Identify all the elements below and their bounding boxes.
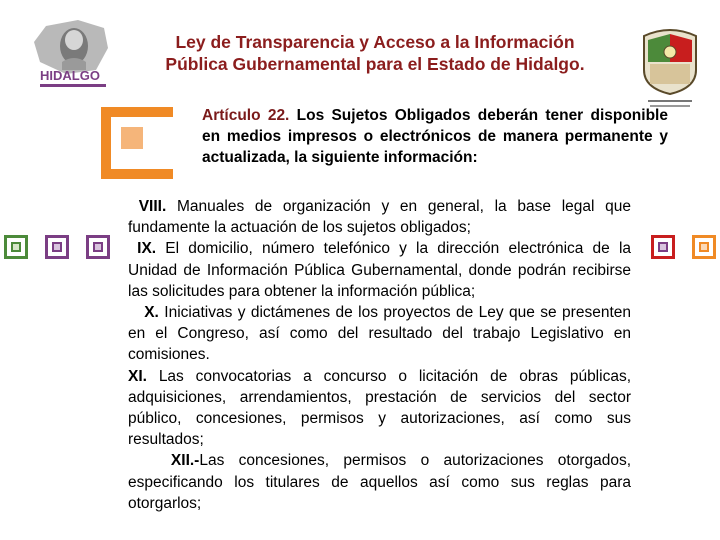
list-item — [128, 196, 631, 238]
red-square-decoration — [651, 235, 675, 259]
item-number: VIII. — [138, 198, 167, 215]
list-item — [128, 238, 631, 302]
fraction-list — [128, 196, 631, 514]
green-square-decoration — [4, 235, 28, 259]
orange-small-square-decoration — [692, 235, 716, 259]
item-number: XII.- — [170, 452, 200, 470]
item-number: X. — [144, 304, 159, 322]
item-text: Las concesiones, permisos o autorizaciones otorgados, especificando los titulares de aquellos así como sus reglas para otorgarlos; — [128, 452, 632, 512]
hidalgo-logo — [26, 18, 122, 98]
purple-square-decoration — [45, 235, 69, 259]
item-number: XI. — [128, 367, 147, 385]
item-text: Iniciativas y dictámenes de los proyectos de Ley que se presenten en el Congreso, así como del resultado del trabajo Legislativo en comisiones. — [128, 304, 631, 364]
article-intro-text: Los Sujetos Obligados deberán tener disponible en medios impresos o electrónicos de manera permanente y actualizada, la siguiente información: — [202, 107, 668, 166]
purple-square-decoration — [86, 235, 110, 259]
item-text: Las convocatorias a concurso o licitación de obras públicas, adquisiciones, arrendamientos, prestación de servicios del sector público, concesiones, permisos y autorizaciones, así como sus resultados; — [128, 367, 631, 449]
item-text: El domicilio, número telefónico y la dirección electrónica de la Unidad de Información Pública Gubernamental, donde podrán recibirse las solicitudes para obtener la información pública; — [128, 240, 632, 300]
list-item — [128, 302, 631, 366]
coat-of-arms-logo — [630, 22, 710, 112]
item-text: Manuales de organización y en general, la base legal que fundamente la actuación de los sujetos obligados; — [128, 198, 632, 237]
list-item — [128, 366, 631, 451]
title-line-2: Pública Gubernamental para el Estado de Hidalgo. — [165, 54, 585, 74]
article-intro — [202, 105, 668, 168]
item-number: IX. — [137, 240, 157, 258]
article-heading: Artículo 22. — [202, 107, 290, 124]
page-title — [120, 31, 630, 75]
title-line-1: Ley de Transparencia y Acceso a la Información — [175, 32, 575, 52]
list-item — [128, 450, 631, 514]
orange-square-decoration — [97, 103, 177, 183]
hidalgo-logo-text: HIDALGO — [40, 68, 100, 83]
